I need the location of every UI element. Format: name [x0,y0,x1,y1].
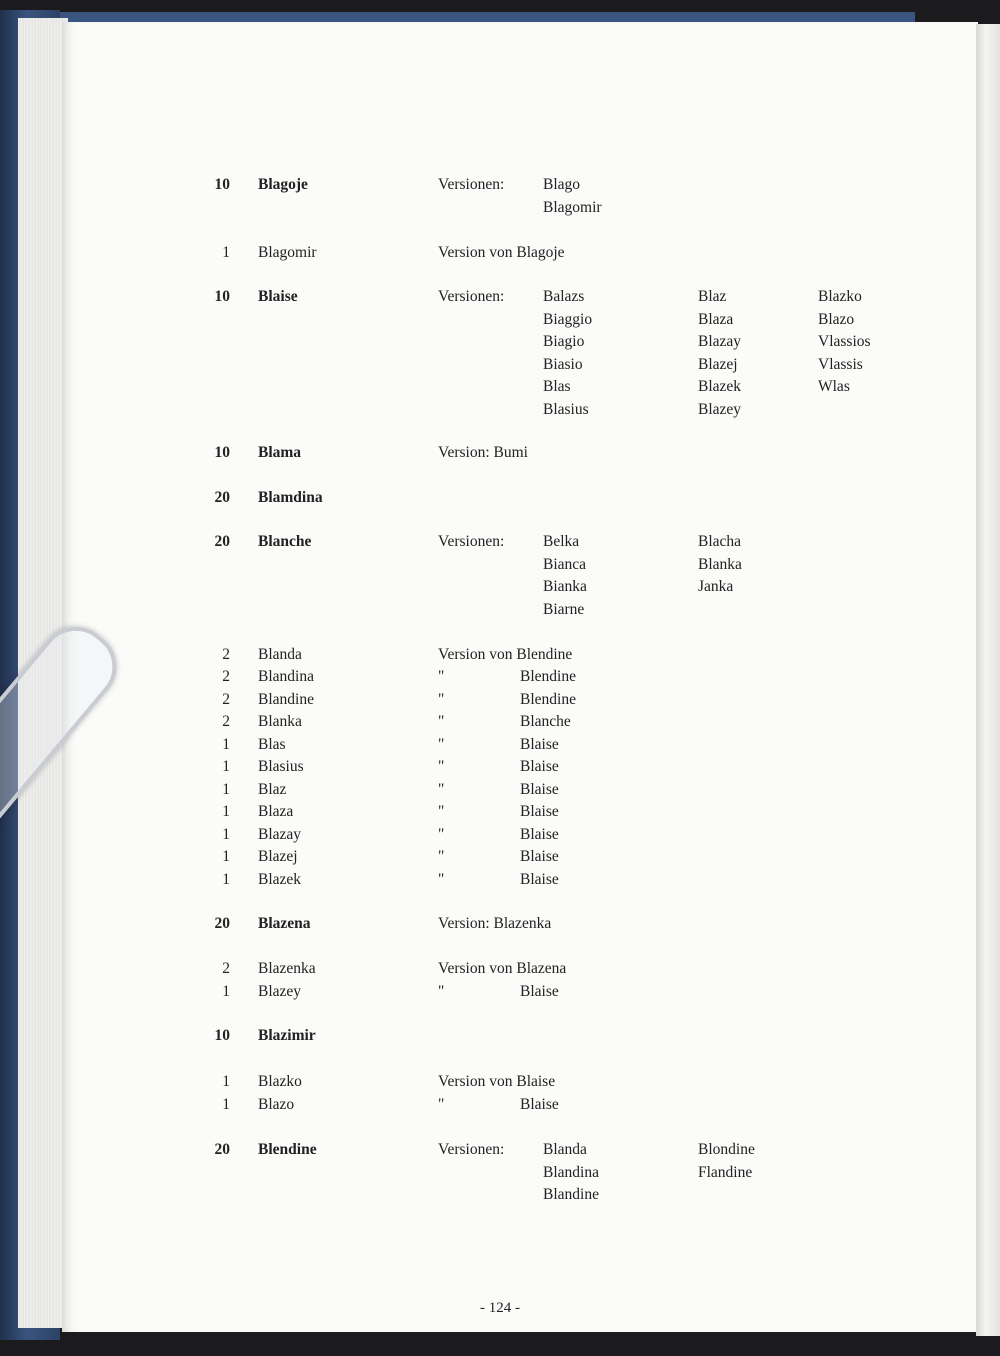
entry-variant: Blaz [698,288,727,305]
entry-variant: Vlassios [818,333,871,350]
entry-description: " [438,736,445,753]
entry-variant: Vlassis [818,355,863,373]
entry-name: Blas [258,736,286,753]
entry-description: Version von Blendine [438,646,573,663]
entry-count: 10 [214,1027,230,1044]
entry-variant: Blas [543,378,571,395]
entry-name: Blazej [258,848,298,865]
entry-variant: Bianca [543,555,587,573]
entry-name: Blanda [258,646,302,663]
entry-variant: Biaggio [543,310,593,328]
entry-count: 2 [222,713,230,730]
entry-description: " [438,1096,445,1113]
entry-count: 20 [214,915,230,932]
entry-name: Blanka [258,713,302,730]
entry-description: " [438,826,445,843]
entry-name: Blazo [258,1096,295,1113]
entry-reference: Blaise [520,983,559,1000]
entry-variant: Biagio [543,333,585,350]
entry-description: " [438,713,445,730]
entry-variant: Janka [698,578,734,595]
entry-variant: Biarne [543,600,585,618]
entry-reference: Blaise [520,826,559,843]
entry-reference: Blaise [520,758,559,775]
entry-count: 20 [214,533,230,550]
entry-count: 2 [222,960,230,977]
entry-variant: Blandina [543,1163,599,1181]
entry-count: 1 [222,736,230,753]
entry-name: Blaza [258,803,294,820]
entry-variant: Blacha [698,533,742,550]
entry-count: 1 [222,1096,230,1113]
entry-variant: Blazek [698,378,742,395]
entry-reference: Blaise [520,781,559,798]
entry-count: 10 [214,288,230,305]
entry-name: Blazko [258,1073,302,1090]
entry-name: Blagoje [258,176,308,193]
entry-variant: Blondine [698,1141,755,1158]
entry-variant: Blazo [818,310,855,328]
entry-reference: Blaise [520,871,559,888]
entry-variant: Blagomir [543,198,602,216]
entry-count: 1 [222,983,230,1000]
entry-variant: Blago [543,176,581,193]
entry-reference: Blendine [520,691,576,708]
entry-count: 20 [214,489,230,506]
entry-reference: Blendine [520,668,576,685]
entry-variant: Flandine [698,1163,753,1181]
entry-count: 1 [222,826,230,843]
entry-count: 2 [222,668,230,685]
entry-reference: Blaise [520,848,559,865]
entry-count: 1 [222,1073,230,1090]
entry-description: Version: Bumi [438,444,528,461]
entry-name: Blaz [258,781,287,798]
entry-name: Blaise [258,288,298,305]
entry-count: 1 [222,803,230,820]
entry-name: Blazek [258,871,302,888]
entry-count: 1 [222,758,230,775]
entry-name: Blazena [258,915,311,932]
entry-variant: Wlas [818,378,850,395]
entry-name: Blazimir [258,1027,316,1044]
entry-description: Version von Blazena [438,960,567,977]
entry-variant: Blanda [543,1141,587,1158]
entry-variant: Blanka [698,555,742,573]
entry-variant: Bianka [543,578,587,595]
entry-description: " [438,803,445,820]
entry-name: Blamdina [258,489,323,506]
page-number: - 124 - [480,1300,520,1316]
entry-count: 10 [214,444,230,461]
entry-variant: Belka [543,533,580,550]
entry-count: 1 [222,244,230,261]
entry-reference: Blanche [520,713,571,730]
entry-count: 1 [222,848,230,865]
entry-count: 2 [222,691,230,708]
entry-variant: Blazko [818,288,862,305]
entry-variant: Blaza [698,310,734,328]
entry-description: " [438,691,445,708]
entry-name: Blendine [258,1141,317,1158]
entry-count: 10 [214,176,230,193]
entry-count: 1 [222,871,230,888]
entry-description: Version von Blagoje [438,244,565,261]
entry-name: Blagomir [258,244,317,261]
entry-description: " [438,781,445,798]
entry-reference: Blaise [520,803,559,820]
entry-variant: Blandine [543,1186,599,1203]
entry-description: Version von Blaise [438,1073,556,1090]
entry-name: Blasius [258,758,304,775]
entry-description: " [438,848,445,865]
facing-page-edge [976,24,1000,1336]
entry-description: Versionen: [438,533,505,550]
entry-count: 20 [214,1141,230,1158]
entry-reference: Blaise [520,1096,559,1113]
entry-description: Versionen: [438,288,505,305]
entry-name: Blazenka [258,960,316,977]
entry-description: " [438,983,445,1000]
entry-description: " [438,668,445,685]
entry-variant: Blasius [543,400,589,418]
entry-description: " [438,758,445,775]
entry-name: Blandine [258,691,314,708]
entry-name: Blazey [258,983,302,1000]
entry-name: Blazay [258,826,302,843]
entry-description: Version: Blazenka [438,915,552,932]
entry-count: 2 [222,646,230,663]
entry-reference: Blaise [520,736,559,753]
entry-name: Blama [258,444,302,461]
entry-description: " [438,871,445,888]
entry-variant: Blazey [698,400,742,418]
entry-variant: Balazs [543,288,585,305]
entry-name: Blanche [258,533,312,550]
entry-description: Versionen: [438,1141,505,1158]
entry-description: Versionen: [438,176,505,193]
entry-count: 1 [222,781,230,798]
entry-variant: Blazej [698,355,738,373]
entry-variant: Biasio [543,355,583,373]
entry-variant: Blazay [698,333,742,350]
entry-name: Blandina [258,668,314,685]
